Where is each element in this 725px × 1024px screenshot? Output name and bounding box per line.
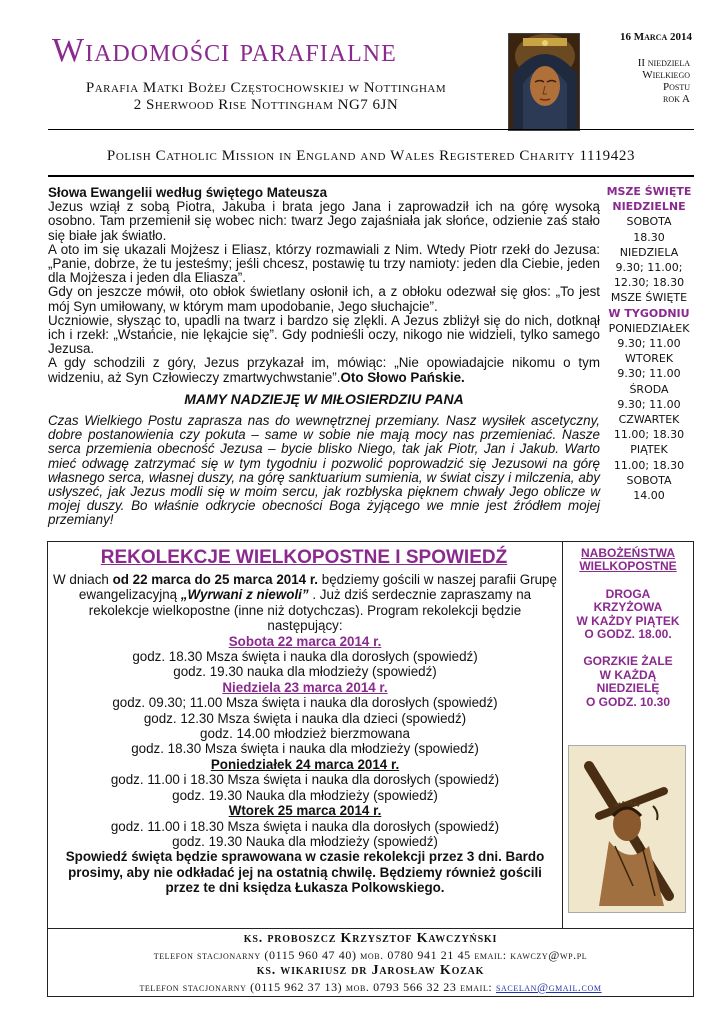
reflection-text: Czas Wielkiego Postu zaprasza nas do wewnętrznej przemiany. Nasz wysiłek ascetyczny, dobre postanowienia czy pokuta – same w sobie nie mają mocy nas przemieniać. Nasze serca przemienia obecność Jezusa – bycie blisko Niego, tak jak Piotr, Jan i Jakub. Warto mieć odwagę zatrzymać się w tym tygodniu i pozwolić poprowadzić się Jezusowi na górę własnego serca, własnej duszy, na górę sanktuarium sumienia, w świat ciszy i milczenia, aby usłyszeć, jak Jezus modli się w moim sercu, jak rozbłyska pięknem chwały Jego oblicze w mojej duszy. Bo właśnie odkrycie obecności Boga żyjącego we mnie jest źródłem mojej przemiany! [48,413,600,528]
sunday-mass-heading: MSZE ŚWIĘTE [606,185,692,198]
madonna-icon-image [508,33,580,131]
stations-line: O GODZ. 18.00. [584,627,672,642]
stations-line: KRZYŻOWA [593,600,663,615]
mass-time-item: 11.00; 18.30 [613,458,685,472]
retreat-day-label: Sobota 22 marca 2014 r. [228,633,382,649]
week-line: rok A [663,93,690,105]
retreat-day-label: Poniedziałek 24 marca 2014 r. [210,756,400,772]
retreat-dates: od 22 marca do 25 marca 2014 r. [112,572,319,587]
liturgical-week [596,57,690,105]
services-heading: NABOŻEŃSTWA [581,546,675,560]
mass-time-item: 18.30 [633,230,665,244]
charity-divider [48,175,694,177]
retreat-item: godz. 18.30 Msza święta i nauka dla dorosłych (spowiedź) [132,649,478,665]
lamentations-line: GORZKIE ŻALE [583,654,673,669]
vicar-contact [47,980,694,995]
issue-date: 16 Marca 2014 [620,31,692,43]
charity-line: Polish Catholic Mission in England and Wales Registered Charity 1119423 [106,148,636,164]
mass-time-item: 11.00; 18.30 [613,428,685,442]
lamentations-line: O GODZ. 10.30 [585,694,671,709]
retreat-item: godz. 11.00 i 18.30 Msza święta i nauka dla dorosłych (spowiedź) [110,772,500,788]
retreat-item: godz. 19.30 nauka dla młodzieży (spowiedź) [173,664,437,680]
vicar-contact-text: telefon stacjonarny (0115 962 37 13) mob. 0793 566 32 23 email: [139,980,496,994]
mass-time-item: 9.30; 11.00; [615,261,683,275]
lent-services [564,547,692,709]
mass-time-item: SOBOTA [626,215,672,229]
retreat-title: REKOLEKCJE WIELKOPOSTNE I SPOWIEDŹ [100,547,508,568]
gospel-title: Słowa Ewangelii według świętego Mateusza [48,185,328,200]
mass-times-sidebar [604,184,694,503]
newsletter-title: Wiadomości parafialne [52,32,397,69]
lamentations-line: W KAŻDĄ [599,667,657,682]
gospel-paragraph [48,356,600,384]
group-name: „Wyrwani z niewoli” [180,587,309,603]
retreat-day-label: Niedziela 23 marca 2014 r. [222,679,388,695]
gospel-paragraph: A oto im się ukazali Mojżesz i Eliasz, którzy rozmawiali z Nim. Wtedy Piotr rzekł do Jezusa: „Panie, dobrze, że tu jesteśmy; jeśli chcesz, postawię tu trzy namioty: jeden dla Ciebie, jeden dla Mojżesza i jeden dla Eliasza”. [48,241,600,286]
weekday-mass-heading: MSZE ŚWIĘTE [610,291,688,305]
retreat-item: godz. 11.00 i 18.30 Msza święta i nauka dla dorosłych (spowiedź) [110,818,500,834]
services-heading: WIELKOPOSTNE [579,559,677,574]
parish-priest-contact: telefon stacjonarny (0115 960 47 40) mob. 0780 941 21 45 email: kawczy@wp.pl [153,948,588,962]
mass-time-item: WTOREK [624,352,674,366]
mass-time-item: 14.00 [633,489,665,503]
sunday-mass-heading: NIEDZIELNE [612,200,686,214]
mass-time-item: CZWARTEK [618,413,680,427]
week-line: Wielkiego [642,69,690,81]
week-line: II niedziela [637,57,690,69]
gospel-last-paragraph: A gdy schodzili z góry, Jezus przykazał im, mówiąc: „Nie opowiadajcie nikomu o tym widzeniu, aż Syn Człowieczy zmartwychwstanie”. [48,355,600,385]
retreat-item: godz. 12.30 Msza święta i nauka dla dzieci (spowiedź) [143,710,467,726]
vicar-name: ks. wikariusz dr Jarosław Kozak [256,963,485,978]
jesus-cross-image [568,745,686,913]
mass-time-item: 9.30; 11.00 [617,397,681,411]
retreat-intro-text: W dniach [53,572,113,587]
mass-time-item: 12.30; 18.30 [613,276,685,290]
retreat-closing: Spowiedź święta będzie sprawowana w czasie rekolekcji przez 3 dni. Bardo prosimy, aby nie odkładać jej na ostatnią chwilę. Będziemy również gościli przez te dni księdza Łukasza Polkowskiego. [65,849,545,896]
retreat-item: godz. 14.00 młodzież bierzmowana [200,726,410,742]
retreat-item: godz. 18.30 Msza święta i nauka dla młodzieży (spowiedź) [131,741,479,757]
parish-priest-name: ks. proboszcz Krzysztof Kawczyński [243,931,498,946]
gospel-closing: Oto Słowo Pańskie. [340,369,465,385]
vicar-email-link[interactable]: sacelan@gmail.com [495,980,602,994]
retreat-intro [50,572,560,634]
retreat-program [50,572,560,896]
gospel-paragraph: Uczniowie, słysząc to, upadli na twarz i bardzo się zlękli. A Jezus zbliżył się do nich, dotknął ich i rzekł: „Wstańcie, nie lękajcie się”. Gdy podnieśli oczy, nikogo nie widzieli, tylko samego Jezusa. [48,312,600,357]
mass-time-item: 9.30; 11.00 [617,337,681,351]
weekday-mass-heading: W TYGODNIU [608,306,690,320]
gospel-paragraph: Jezus wziął z sobą Piotra, Jakuba i brata jego Jana i zaprowadził ich na górę wysoką osobno. Tam przemienił się wobec nich: twarz Jego zajaśniała jak słońce, odzienie zaś stało się białe jak światło. [48,199,600,243]
retreat-item: godz. 19.30 Nauka dla młodzieży (spowiedź) [172,833,438,849]
box-divider [562,541,563,929]
mass-time-item: SOBOTA [626,473,672,487]
lamentations-line: NIEDZIELĘ [596,681,660,696]
mass-time-item: 9.30; 11.00 [617,367,681,381]
retreat-item: godz. 09.30; 11.00 Msza święta i nauka dla dorosłych (spowiedź) [112,695,498,711]
parish-name: Parafia Matki Bożej Częstochowskiej w Nottingham [85,80,447,96]
mass-time-item: NIEDZIELA [619,245,679,259]
stations-line: DROGA [605,586,651,601]
week-line: Postu [662,81,690,93]
stations-line: W KAŻDY PIĄTEK [576,613,680,628]
mass-time-item: ŚRODA [629,382,669,396]
header-divider [48,129,694,130]
retreat-item: godz. 19.30 Nauka dla młodzieży (spowiedź) [172,787,438,803]
retreat-intro-text: będziemy gościli w naszej parafii Grupę ewangelizacyjną [78,572,557,603]
parish-address: 2 Sherwood Rise Nottingham NG7 6JN [133,97,399,113]
gospel-paragraph: Gdy on jeszcze mówił, oto obłok świetlany osłonił ich, a z obłoku odezwał się głos: „To jest mój Syn umiłowany, w którym mam upodobanie, Jego słuchajcie”. [48,284,600,314]
gospel-section [48,186,600,385]
reflection-title: MAMY NADZIEJĘ W MIŁOSIERDZIU PANA [184,391,464,407]
retreat-day-label: Wtorek 25 marca 2014 r. [228,803,382,819]
mass-time-item: PONIEDZIAŁEK [608,321,690,335]
mass-time-item: PIĄTEK [630,443,668,457]
retreat-intro-text: . Już dziś serdecznie zapraszamy na rekolekcje wielkopostne (inne niż dotychczas). Program rekolekcji będzie następujący: [88,587,532,634]
